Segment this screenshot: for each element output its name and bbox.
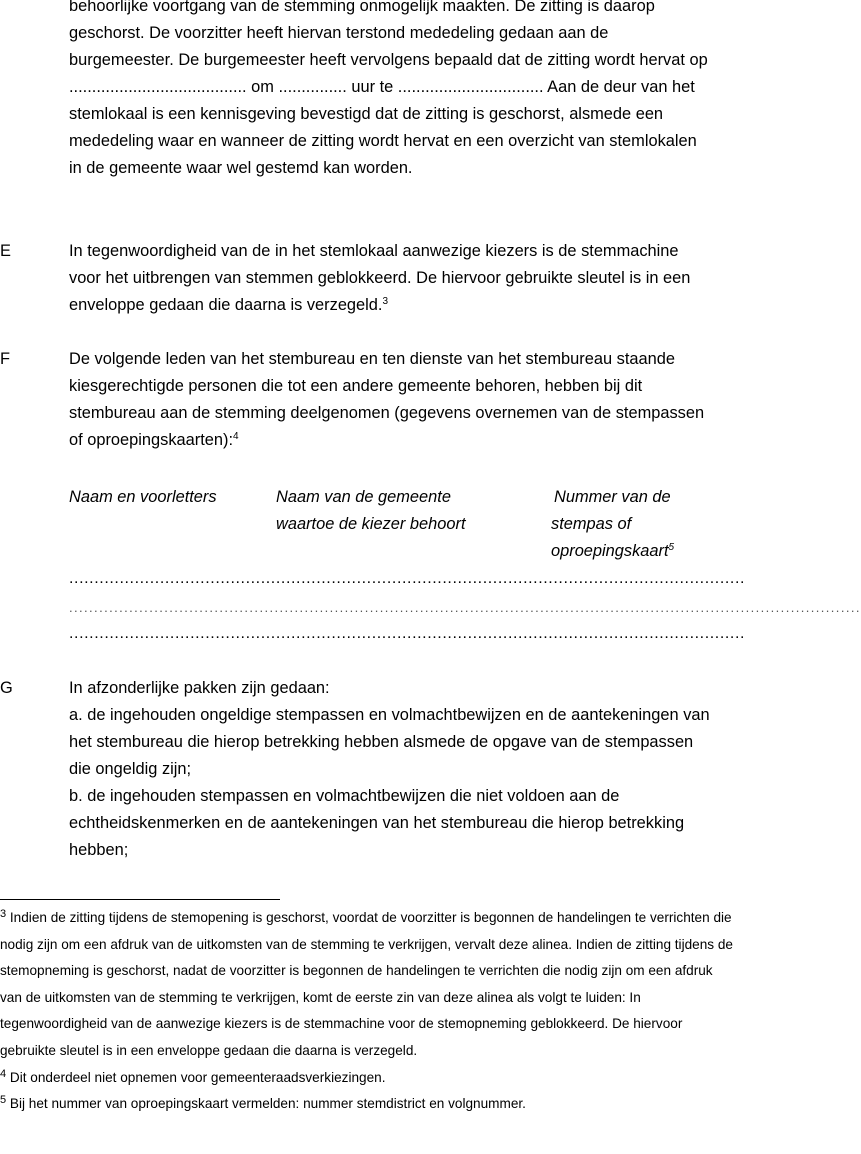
column-header-number — [551, 484, 674, 565]
section-e-text: In tegenwoordigheid van de in het stemlokaal aanwezige kiezers is de stemmachine voor het uitbrengen van stemmen geblokkeerd. De hiervoor gebruikte sleutel is in een enveloppe gedaan die daarna is verzegeld. — [69, 242, 691, 314]
section-g-letter: G — [0, 679, 13, 697]
footnote-ref-5: 5 — [668, 542, 675, 553]
footnote-5-text: Bij het nummer van oproepingskaart vermelden: nummer stemdistrict en volgnummer. — [9, 1096, 526, 1112]
section-e — [69, 238, 709, 319]
footnote-ref-3: 3 — [382, 296, 389, 307]
column-header-name: Naam en voorletters — [69, 488, 217, 506]
fill-in-line-2[interactable]: .............................................................................................................................................................. — [69, 600, 861, 615]
column-header-municipality-line1: Naam van de gemeente — [276, 488, 451, 506]
fill-in-line-3[interactable]: ...................................................................................................................................... — [69, 625, 746, 642]
footnote-ref-4: 4 — [233, 431, 239, 442]
footnote-4 — [0, 1065, 734, 1092]
fill-in-line-1[interactable]: ...................................................................................................................................... — [69, 570, 746, 587]
footnote-3-text: Indien de zitting tijdens de stemopening is geschorst, voordat de voorzitter is begonnen de handelingen te verrichten die nodig zijn om een afdruk van de uitkomsten van de stemming te verkrijgen, vervalt deze alinea. Indien de zitting tijdens de stemopneming is geschorst, nadat de voorzitter is begonnen de handelingen te verrichten die nodig zijn om een afdruk van de uitkomsten van de stemming te verkrijgen, komt de eerste zin van deze alinea als volgt te luiden: In tegenwoordigheid van de aanwezige kiezers is de stemmachine voor de stemopneming geblokkeerd. De hiervoor gebruikte sleutel is in een enveloppe gedaan die daarna is verzegeld. — [0, 910, 733, 1058]
footnote-4-text: Dit onderdeel niet opnemen voor gemeenteraadsverkiezingen. — [9, 1069, 386, 1085]
footnote-4-number: 4 — [0, 1067, 7, 1080]
column-header-number-line1: Nummer van de — [554, 488, 671, 506]
column-header-number-line3: oproepingskaart — [551, 542, 669, 560]
footnote-3-number: 3 — [0, 908, 7, 920]
section-g-item-b: b. de ingehouden stempassen en volmachtbewijzen die niet voldoen aan de echtheidskenmerken en de aantekeningen van het stembureau die hierop betrekking hebben; — [69, 787, 685, 859]
section-e-letter: E — [0, 242, 11, 260]
section-g-item-a: a. de ingehouden ongeldige stempassen en volmachtbewijzen en de aantekeningen van het stembureau die hierop betrekking hebben alsmede de opgave van de stempassen die ongeldig zijn; — [69, 706, 710, 778]
footnote-5-number: 5 — [0, 1094, 7, 1107]
column-header-municipality — [276, 484, 466, 538]
section-f — [69, 346, 709, 454]
column-header-number-line2: stempas of — [551, 515, 632, 533]
footnote-3 — [0, 905, 734, 1065]
section-f-letter: F — [0, 350, 11, 368]
section-f-text: De volgende leden van het stembureau en ten dienste van het stembureau staande kiesgerechtigde personen die tot een andere gemeente behoren, hebben bij dit stembureau aan de stemming deelgenomen (gegevens overnemen van de stempassen of oproepingskaarten): — [69, 350, 705, 449]
footnote-separator — [0, 899, 280, 900]
column-header-municipality-line2: waartoe de kiezer behoort — [276, 515, 466, 533]
section-d-continuation — [69, 0, 709, 182]
section-g — [69, 675, 719, 864]
footnotes — [0, 905, 734, 1118]
footnote-5 — [0, 1091, 734, 1118]
section-g-intro: In afzonderlijke pakken zijn gedaan: — [69, 679, 330, 697]
section-d-text: behoorlijke voortgang van de stemming onmogelijk maakten. De zitting is daarop geschorst. De voorzitter heeft hiervan terstond mededeling gedaan aan de burgemeester. De burgemeester heeft vervolgens bepaald dat de zitting wordt hervat op ....................................... om ............... uur te ................................ Aan de deur van het stemlokaal is een kennisgeving bevestigd dat de zitting is geschorst, alsmede een mededeling waar en wanneer de zitting wordt hervat en een overzicht van stemlokalen in de gemeente waar wel gestemd kan worden. — [69, 0, 708, 177]
